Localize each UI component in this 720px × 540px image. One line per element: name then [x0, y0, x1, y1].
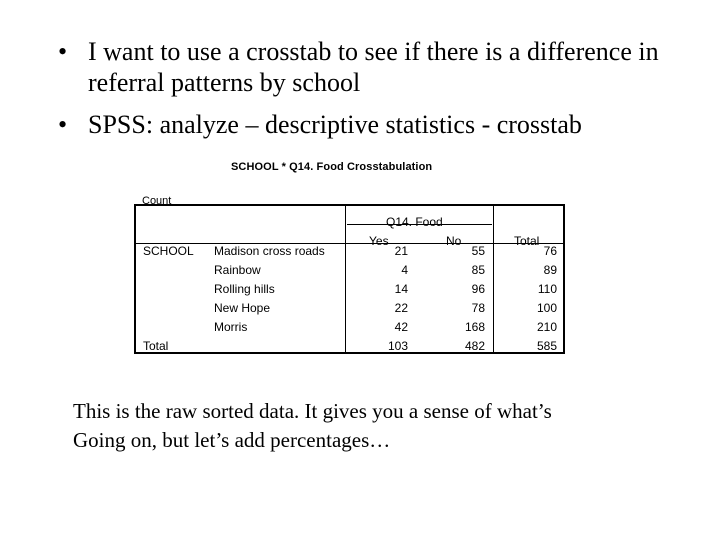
- cell-total: 210: [536, 320, 557, 334]
- cell-no: 96: [471, 282, 485, 296]
- bullet-marker: •: [58, 110, 68, 139]
- cell-total: 76: [543, 244, 557, 258]
- row-label: Rainbow: [214, 263, 261, 277]
- col-header-no: No: [446, 234, 462, 248]
- cell-yes: 21: [394, 244, 408, 258]
- grand-total: 585: [536, 339, 557, 353]
- col-header-yes: Yes: [369, 234, 389, 248]
- cell-yes: 22: [394, 301, 408, 315]
- row-label: Rolling hills: [214, 282, 275, 296]
- bullet-text: I want to use a crosstab to see if there is a difference in referral patterns by school: [88, 37, 659, 97]
- total-column-divider: [493, 206, 494, 352]
- caption: [73, 397, 552, 455]
- cell-total: 100: [536, 301, 557, 315]
- bullet-list: [58, 36, 698, 151]
- total-row-label: Total: [143, 339, 169, 353]
- row-label-divider: [345, 206, 346, 352]
- bullet-text: SPSS: analyze – descriptive statistics - crosstab: [88, 110, 582, 139]
- row-variable-label: SCHOOL: [143, 244, 194, 258]
- caption-line-2: Going on, but let’s add percentages…: [73, 428, 391, 452]
- bullet-marker: •: [58, 37, 68, 66]
- crosstab-title: SCHOOL * Q14. Food Crosstabulation: [231, 161, 433, 173]
- col-group-header: Q14. Food: [386, 215, 443, 229]
- row-label: Morris: [214, 320, 248, 334]
- row-label: New Hope: [214, 301, 271, 315]
- count-label: Count: [142, 195, 172, 207]
- cell-no: 55: [471, 244, 485, 258]
- cell-yes: 4: [401, 263, 408, 277]
- cell-yes: 42: [394, 320, 408, 334]
- cell-no: 85: [471, 263, 485, 277]
- bullet-item: [58, 36, 698, 98]
- cell-no: 78: [471, 301, 485, 315]
- cell-total: 110: [537, 282, 557, 296]
- total-yes: 103: [387, 339, 408, 353]
- col-header-total: Total: [514, 234, 540, 248]
- bullet-item: [58, 109, 698, 140]
- header-divider: [136, 243, 563, 244]
- caption-line-1: This is the raw sorted data. It gives you a sense of what’s: [73, 399, 552, 423]
- cell-yes: 14: [394, 282, 408, 296]
- total-no: 482: [464, 339, 485, 353]
- cell-total: 89: [543, 263, 557, 277]
- row-label: Madison cross roads: [214, 244, 325, 258]
- cell-no: 168: [464, 320, 485, 334]
- crosstab-table: [134, 204, 565, 354]
